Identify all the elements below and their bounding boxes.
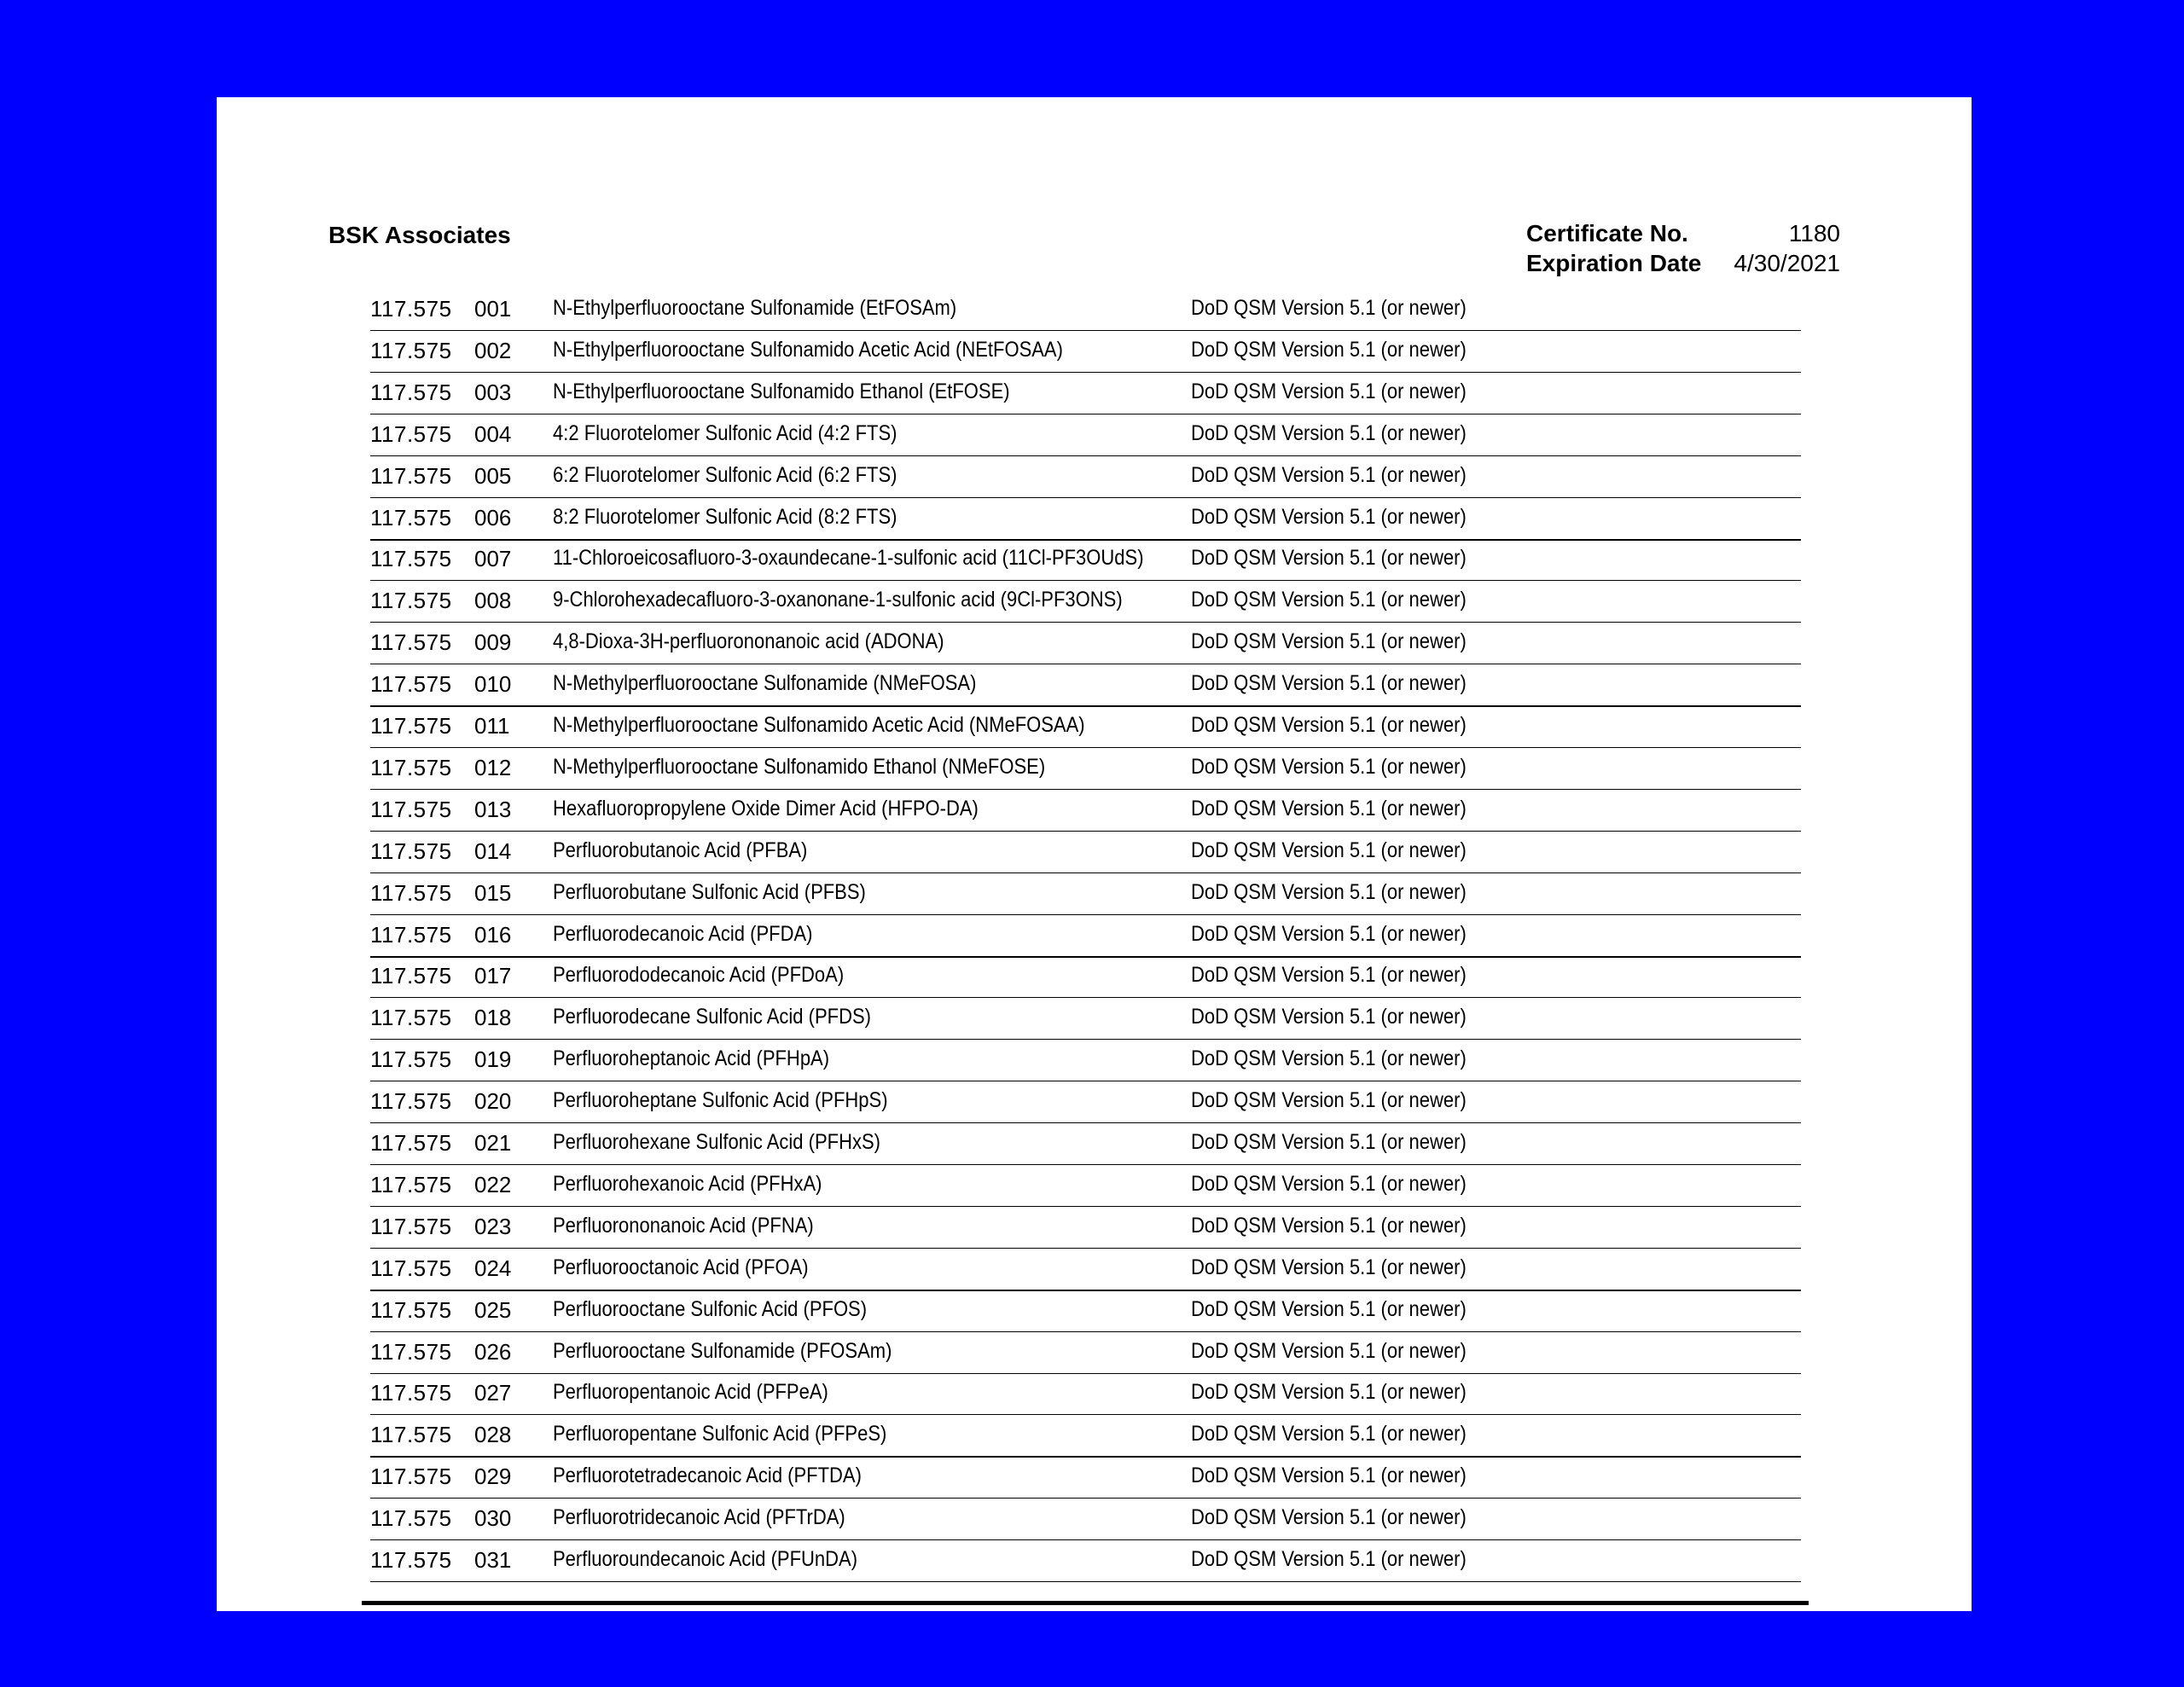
table-row	[217, 331, 1972, 373]
row-code: 031	[474, 1547, 512, 1573]
row-code: 024	[474, 1255, 512, 1281]
row-code: 019	[474, 1046, 512, 1073]
row-code: 003	[474, 379, 512, 405]
table-row	[217, 1123, 1972, 1165]
row-method: DoD QSM Version 5.1 (or newer)	[1191, 1005, 1467, 1029]
table-row	[217, 289, 1972, 331]
row-method: DoD QSM Version 5.1 (or newer)	[1191, 1380, 1467, 1405]
row-analyte: N-Ethylperfluorooctane Sulfonamido Ethanol (EtFOSE)	[553, 379, 1010, 403]
row-analyte: 4,8-Dioxa-3H-perfluorononanoic acid (ADONA)	[553, 629, 944, 654]
row-method: DoD QSM Version 5.1 (or newer)	[1191, 1296, 1467, 1321]
row-code: 029	[474, 1464, 512, 1490]
row-analyte: N-Ethylperfluorooctane Sulfonamide (EtFOSAm)	[553, 296, 957, 320]
table-row	[217, 664, 1972, 706]
row-code: 028	[474, 1422, 512, 1448]
row-method: DoD QSM Version 5.1 (or newer)	[1191, 1088, 1467, 1113]
row-number: 117.575	[370, 1547, 452, 1573]
row-code: 021	[474, 1130, 512, 1156]
row-analyte: Perfluorohexanoic Acid (PFHxA)	[553, 1171, 822, 1196]
row-number: 117.575	[370, 1130, 452, 1156]
row-number: 117.575	[370, 462, 452, 489]
row-code: 022	[474, 1171, 512, 1197]
row-method: DoD QSM Version 5.1 (or newer)	[1191, 1464, 1467, 1488]
row-number: 117.575	[370, 754, 452, 780]
row-code: 017	[474, 963, 512, 989]
row-code: 015	[474, 879, 512, 906]
row-method: DoD QSM Version 5.1 (or newer)	[1191, 879, 1467, 904]
row-analyte: Perfluorooctane Sulfonic Acid (PFOS)	[553, 1296, 868, 1321]
table-row	[217, 1332, 1972, 1374]
row-number: 117.575	[370, 379, 452, 405]
row-analyte: Perfluorotridecanoic Acid (PFTrDA)	[553, 1505, 845, 1530]
table-row	[217, 373, 1972, 415]
table-row	[217, 956, 1972, 998]
row-analyte: Hexafluoropropylene Oxide Dimer Acid (HFPO-DA)	[553, 796, 979, 820]
certificate-page	[217, 97, 1972, 1611]
table-row	[217, 539, 1972, 581]
table-row	[217, 873, 1972, 915]
table-row	[217, 415, 1972, 456]
row-analyte: N-Methylperfluorooctane Sulfonamide (NMeFOSA)	[553, 671, 977, 696]
row-method: DoD QSM Version 5.1 (or newer)	[1191, 1547, 1467, 1571]
row-analyte: N-Ethylperfluorooctane Sulfonamido Acetic Acid (NEtFOSAA)	[553, 337, 1063, 362]
certificate-number-label: Certificate No.	[1526, 220, 1688, 246]
row-method: DoD QSM Version 5.1 (or newer)	[1191, 1255, 1467, 1279]
row-method: DoD QSM Version 5.1 (or newer)	[1191, 671, 1467, 696]
row-number: 117.575	[370, 629, 452, 656]
row-analyte: Perfluorobutanoic Acid (PFBA)	[553, 838, 808, 862]
row-code: 008	[474, 588, 512, 614]
row-analyte: Perfluoroheptane Sulfonic Acid (PFHpS)	[553, 1088, 888, 1113]
row-number: 117.575	[370, 1088, 452, 1115]
row-analyte: Perfluoroheptanoic Acid (PFHpA)	[553, 1046, 830, 1071]
row-code: 026	[474, 1338, 512, 1365]
table-row	[217, 998, 1972, 1040]
bottom-rule	[362, 1601, 1809, 1605]
row-number: 117.575	[370, 1213, 452, 1239]
row-analyte: 8:2 Fluorotelomer Sulfonic Acid (8:2 FTS)	[553, 504, 897, 529]
row-method: DoD QSM Version 5.1 (or newer)	[1191, 504, 1467, 529]
table-row	[217, 1249, 1972, 1290]
row-analyte: Perfluorodecane Sulfonic Acid (PFDS)	[553, 1005, 871, 1029]
row-code: 012	[474, 754, 512, 780]
row-method: DoD QSM Version 5.1 (or newer)	[1191, 1422, 1467, 1446]
expiration-date-value: 4/30/2021	[1734, 250, 1840, 276]
row-number: 117.575	[370, 963, 452, 989]
table-row	[217, 1290, 1972, 1332]
table-row	[217, 748, 1972, 790]
row-number: 117.575	[370, 588, 452, 614]
row-code: 018	[474, 1005, 512, 1031]
row-analyte: Perfluoroundecanoic Acid (PFUnDA)	[553, 1547, 858, 1571]
row-analyte: N-Methylperfluorooctane Sulfonamido Acetic Acid (NMeFOSAA)	[553, 713, 1085, 737]
table-row	[217, 1415, 1972, 1457]
row-analyte: 6:2 Fluorotelomer Sulfonic Acid (6:2 FTS)	[553, 462, 897, 487]
row-method: DoD QSM Version 5.1 (or newer)	[1191, 1338, 1467, 1363]
row-number: 117.575	[370, 671, 452, 698]
row-method: DoD QSM Version 5.1 (or newer)	[1191, 838, 1467, 862]
row-number: 117.575	[370, 1296, 452, 1323]
row-analyte: Perfluorooctanoic Acid (PFOA)	[553, 1255, 809, 1279]
table-row	[217, 1373, 1972, 1415]
row-code: 007	[474, 546, 512, 572]
row-number: 117.575	[370, 1338, 452, 1365]
row-analyte: 4:2 Fluorotelomer Sulfonic Acid (4:2 FTS)	[553, 420, 897, 445]
table-row	[217, 790, 1972, 832]
certificate-number-value: 1180	[1788, 220, 1840, 246]
row-number: 117.575	[370, 296, 452, 322]
row-method: DoD QSM Version 5.1 (or newer)	[1191, 1171, 1467, 1196]
row-method: DoD QSM Version 5.1 (or newer)	[1191, 1130, 1467, 1154]
row-method: DoD QSM Version 5.1 (or newer)	[1191, 1505, 1467, 1530]
table-row	[217, 1499, 1972, 1540]
row-number: 117.575	[370, 1505, 452, 1532]
table-row	[217, 1040, 1972, 1081]
row-number: 117.575	[370, 713, 452, 739]
row-code: 025	[474, 1296, 512, 1323]
row-code: 001	[474, 296, 512, 322]
row-method: DoD QSM Version 5.1 (or newer)	[1191, 629, 1467, 654]
table-row	[217, 581, 1972, 623]
table-row	[217, 1165, 1972, 1207]
row-number: 117.575	[370, 337, 452, 363]
lab-name: BSK Associates	[328, 222, 511, 248]
table-row	[217, 1207, 1972, 1249]
row-method: DoD QSM Version 5.1 (or newer)	[1191, 921, 1467, 946]
row-analyte: Perfluorotetradecanoic Acid (PFTDA)	[553, 1464, 862, 1488]
row-analyte: Perfluorohexane Sulfonic Acid (PFHxS)	[553, 1130, 880, 1154]
row-number: 117.575	[370, 1255, 452, 1281]
row-method: DoD QSM Version 5.1 (or newer)	[1191, 462, 1467, 487]
row-method: DoD QSM Version 5.1 (or newer)	[1191, 296, 1467, 320]
expiration-date-label: Expiration Date	[1526, 250, 1702, 276]
row-method: DoD QSM Version 5.1 (or newer)	[1191, 1213, 1467, 1238]
row-number: 117.575	[370, 1464, 452, 1490]
row-code: 002	[474, 337, 512, 363]
row-method: DoD QSM Version 5.1 (or newer)	[1191, 796, 1467, 820]
table-row	[217, 623, 1972, 664]
row-number: 117.575	[370, 420, 452, 447]
row-analyte: Perfluorooctane Sulfonamide (PFOSAm)	[553, 1338, 892, 1363]
row-analyte: Perfluoropentanoic Acid (PFPeA)	[553, 1380, 828, 1405]
table-row	[217, 706, 1972, 748]
row-method: DoD QSM Version 5.1 (or newer)	[1191, 713, 1467, 737]
row-code: 006	[474, 504, 512, 530]
table-row	[217, 498, 1972, 540]
row-code: 009	[474, 629, 512, 656]
row-analyte: 11-Chloroeicosafluoro-3-oxaundecane-1-sulfonic acid (11Cl-PF3OUdS)	[553, 546, 1144, 571]
row-analyte: Perfluoropentane Sulfonic Acid (PFPeS)	[553, 1422, 887, 1446]
table-row	[217, 456, 1972, 498]
row-analyte: Perfluorobutane Sulfonic Acid (PFBS)	[553, 879, 866, 904]
row-number: 117.575	[370, 1046, 452, 1073]
row-number: 117.575	[370, 1171, 452, 1197]
row-method: DoD QSM Version 5.1 (or newer)	[1191, 588, 1467, 612]
row-code: 016	[474, 921, 512, 948]
row-code: 014	[474, 838, 512, 864]
row-number: 117.575	[370, 838, 452, 864]
row-code: 027	[474, 1380, 512, 1406]
row-number: 117.575	[370, 504, 452, 530]
row-analyte: Perfluorononanoic Acid (PFNA)	[553, 1213, 814, 1238]
row-method: DoD QSM Version 5.1 (or newer)	[1191, 420, 1467, 445]
row-analyte: Perfluorodecanoic Acid (PFDA)	[553, 921, 813, 946]
row-analyte: 9-Chlorohexadecafluoro-3-oxanonane-1-sulfonic acid (9Cl-PF3ONS)	[553, 588, 1123, 612]
row-code: 013	[474, 796, 512, 822]
row-code: 030	[474, 1505, 512, 1532]
row-code: 011	[474, 713, 510, 739]
row-number: 117.575	[370, 1422, 452, 1448]
row-method: DoD QSM Version 5.1 (or newer)	[1191, 963, 1467, 988]
row-number: 117.575	[370, 879, 452, 906]
table-row	[217, 1540, 1972, 1582]
row-method: DoD QSM Version 5.1 (or newer)	[1191, 754, 1467, 779]
row-number: 117.575	[370, 921, 452, 948]
row-analyte: N-Methylperfluorooctane Sulfonamido Ethanol (NMeFOSE)	[553, 754, 1046, 779]
row-method: DoD QSM Version 5.1 (or newer)	[1191, 337, 1467, 362]
row-number: 117.575	[370, 1005, 452, 1031]
row-code: 023	[474, 1213, 512, 1239]
row-code: 004	[474, 420, 512, 447]
row-analyte: Perfluorododecanoic Acid (PFDoA)	[553, 963, 845, 988]
table-row	[217, 915, 1972, 957]
row-number: 117.575	[370, 796, 452, 822]
row-number: 117.575	[370, 1380, 452, 1406]
row-method: DoD QSM Version 5.1 (or newer)	[1191, 1046, 1467, 1071]
row-code: 005	[474, 462, 512, 489]
row-code: 020	[474, 1088, 512, 1115]
row-method: DoD QSM Version 5.1 (or newer)	[1191, 546, 1467, 571]
table-row	[217, 1081, 1972, 1123]
row-number: 117.575	[370, 546, 452, 572]
table-row	[217, 832, 1972, 873]
row-divider	[370, 1581, 1801, 1582]
row-code: 010	[474, 671, 512, 698]
row-method: DoD QSM Version 5.1 (or newer)	[1191, 379, 1467, 403]
table-row	[217, 1457, 1972, 1499]
